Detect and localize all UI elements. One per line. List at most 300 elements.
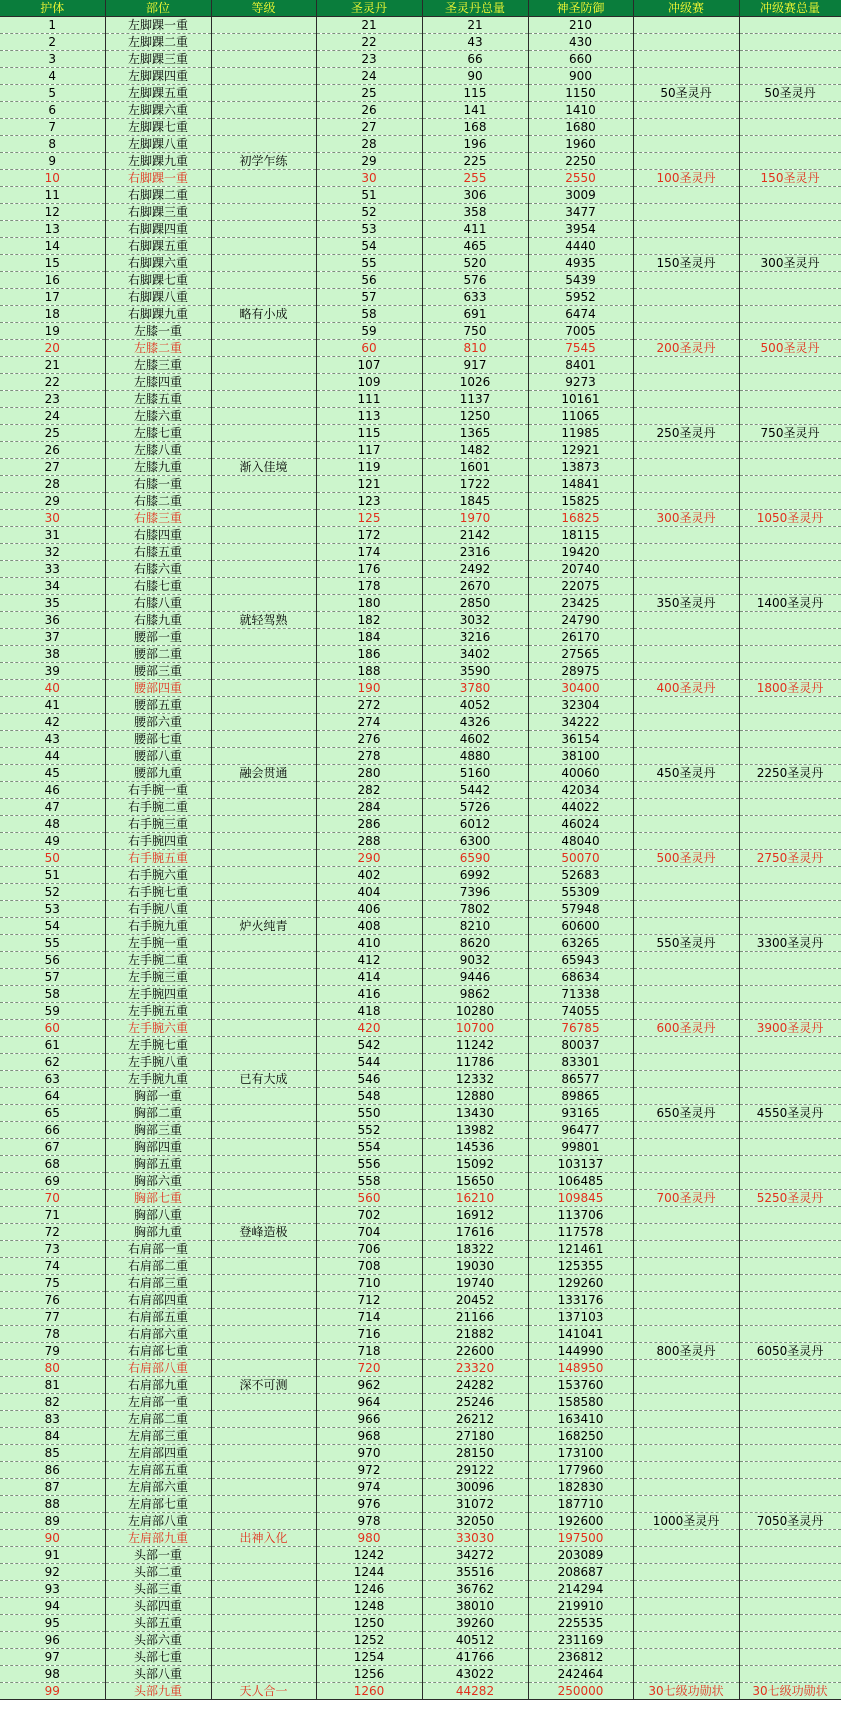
table-row	[0, 1190, 841, 1207]
cell-buwei: 右手腕三重	[105, 816, 211, 833]
cell-shenglingdan: 24	[316, 68, 422, 85]
table-row	[0, 578, 841, 595]
cell-rush-match-total	[739, 1173, 841, 1190]
cell-defense: 76785	[528, 1020, 633, 1037]
cell-rush-match-total: 150圣灵丹	[739, 170, 841, 187]
table-row	[0, 1632, 841, 1649]
cell-shenglingdan: 552	[316, 1122, 422, 1139]
cell-rush-match	[633, 187, 739, 204]
table-row	[0, 323, 841, 340]
cell-huti: 17	[0, 289, 105, 306]
cell-dengji	[211, 34, 316, 51]
cell-dengji	[211, 850, 316, 867]
cell-rush-match	[633, 1445, 739, 1462]
cell-huti: 97	[0, 1649, 105, 1666]
cell-dengji	[211, 1105, 316, 1122]
cell-defense: 103137	[528, 1156, 633, 1173]
cell-rush-match-total	[739, 306, 841, 323]
cell-shenglingdan: 560	[316, 1190, 422, 1207]
cell-dengji	[211, 1054, 316, 1071]
cell-buwei: 头部一重	[105, 1547, 211, 1564]
cell-shenglingdan: 1256	[316, 1666, 422, 1683]
cell-shenglingdan: 706	[316, 1241, 422, 1258]
header-cell-buwei: 部位	[105, 0, 211, 17]
cell-shenglingdan: 25	[316, 85, 422, 102]
cell-dengji	[211, 425, 316, 442]
cell-buwei: 右脚踝七重	[105, 272, 211, 289]
cell-shenglingdan: 718	[316, 1343, 422, 1360]
table-row	[0, 1054, 841, 1071]
cell-defense: 26170	[528, 629, 633, 646]
cell-huti: 66	[0, 1122, 105, 1139]
cell-huti: 8	[0, 136, 105, 153]
cell-defense: 106485	[528, 1173, 633, 1190]
cell-shenglingdan: 704	[316, 1224, 422, 1241]
cell-buwei: 左肩部一重	[105, 1394, 211, 1411]
cell-shenglingdan-total: 7802	[422, 901, 528, 918]
cell-buwei: 右肩部八重	[105, 1360, 211, 1377]
cell-huti: 16	[0, 272, 105, 289]
cell-rush-match-total	[739, 1258, 841, 1275]
cell-buwei: 右肩部六重	[105, 1326, 211, 1343]
cell-buwei: 左膝一重	[105, 323, 211, 340]
cell-rush-match-total	[739, 986, 841, 1003]
cell-shenglingdan-total: 34272	[422, 1547, 528, 1564]
table-row	[0, 1122, 841, 1139]
cell-huti: 7	[0, 119, 105, 136]
cell-dengji	[211, 1326, 316, 1343]
cell-dengji	[211, 935, 316, 952]
cell-dengji	[211, 204, 316, 221]
cell-rush-match-total	[739, 544, 841, 561]
cell-rush-match	[633, 272, 739, 289]
cell-shenglingdan-total: 31072	[422, 1496, 528, 1513]
cell-shenglingdan: 115	[316, 425, 422, 442]
cell-rush-match-total	[739, 918, 841, 935]
cell-buwei: 胸部九重	[105, 1224, 211, 1241]
cell-rush-match-total	[739, 1649, 841, 1666]
cell-rush-match	[633, 1598, 739, 1615]
cell-dengji	[211, 969, 316, 986]
table-row	[0, 1615, 841, 1632]
cell-dengji	[211, 1173, 316, 1190]
cell-huti: 33	[0, 561, 105, 578]
cell-rush-match: 800圣灵丹	[633, 1343, 739, 1360]
cell-buwei: 头部四重	[105, 1598, 211, 1615]
cell-dengji	[211, 1547, 316, 1564]
cell-dengji	[211, 663, 316, 680]
table-row	[0, 1275, 841, 1292]
cell-shenglingdan: 56	[316, 272, 422, 289]
cell-rush-match	[633, 34, 739, 51]
cell-rush-match: 450圣灵丹	[633, 765, 739, 782]
table-row	[0, 1156, 841, 1173]
cell-shenglingdan: 404	[316, 884, 422, 901]
cell-dengji	[211, 1462, 316, 1479]
cell-buwei: 右肩部九重	[105, 1377, 211, 1394]
cell-huti: 29	[0, 493, 105, 510]
cell-dengji	[211, 442, 316, 459]
cell-rush-match-total	[739, 1088, 841, 1105]
cell-dengji	[211, 340, 316, 357]
cell-shenglingdan: 125	[316, 510, 422, 527]
cell-buwei: 腰部八重	[105, 748, 211, 765]
cell-buwei: 腰部五重	[105, 697, 211, 714]
cell-defense: 55309	[528, 884, 633, 901]
cell-rush-match	[633, 629, 739, 646]
cell-rush-match: 1000圣灵丹	[633, 1513, 739, 1530]
cell-huti: 25	[0, 425, 105, 442]
table-row	[0, 221, 841, 238]
cell-shenglingdan-total: 917	[422, 357, 528, 374]
cell-rush-match	[633, 1258, 739, 1275]
cell-shenglingdan-total: 43022	[422, 1666, 528, 1683]
cell-rush-match	[633, 867, 739, 884]
cell-dengji	[211, 544, 316, 561]
cell-rush-match-total	[739, 119, 841, 136]
cell-rush-match: 30七级功勋状	[633, 1683, 739, 1700]
cell-dengji: 就轻驾熟	[211, 612, 316, 629]
cell-shenglingdan: 174	[316, 544, 422, 561]
header-row	[0, 0, 841, 17]
cell-dengji	[211, 17, 316, 34]
cell-shenglingdan: 30	[316, 170, 422, 187]
cell-shenglingdan-total: 3216	[422, 629, 528, 646]
cell-shenglingdan: 180	[316, 595, 422, 612]
cell-buwei: 头部七重	[105, 1649, 211, 1666]
cell-defense: 44022	[528, 799, 633, 816]
cell-shenglingdan-total: 6590	[422, 850, 528, 867]
cell-buwei: 右手腕七重	[105, 884, 211, 901]
cell-defense: 225535	[528, 1615, 633, 1632]
cell-huti: 22	[0, 374, 105, 391]
cell-rush-match-total	[739, 1054, 841, 1071]
table-row	[0, 238, 841, 255]
cell-rush-match-total	[739, 1598, 841, 1615]
table-row	[0, 1258, 841, 1275]
cell-shenglingdan-total: 7396	[422, 884, 528, 901]
cell-buwei: 右脚踝二重	[105, 187, 211, 204]
cell-huti: 26	[0, 442, 105, 459]
cell-rush-match	[633, 952, 739, 969]
cell-dengji	[211, 629, 316, 646]
cell-defense: 2550	[528, 170, 633, 187]
cell-rush-match-total	[739, 221, 841, 238]
cell-dengji	[211, 901, 316, 918]
cell-dengji	[211, 986, 316, 1003]
table-row	[0, 204, 841, 221]
cell-huti: 72	[0, 1224, 105, 1241]
cell-shenglingdan-total: 1722	[422, 476, 528, 493]
cell-rush-match	[633, 646, 739, 663]
cell-buwei: 左脚踝四重	[105, 68, 211, 85]
cell-defense: 63265	[528, 935, 633, 952]
cell-rush-match-total	[739, 799, 841, 816]
cell-shenglingdan-total: 2316	[422, 544, 528, 561]
cell-shenglingdan-total: 6300	[422, 833, 528, 850]
cell-shenglingdan-total: 35516	[422, 1564, 528, 1581]
cell-defense: 8401	[528, 357, 633, 374]
cell-buwei: 腰部六重	[105, 714, 211, 731]
cell-rush-match-total: 50圣灵丹	[739, 85, 841, 102]
cell-dengji	[211, 680, 316, 697]
cell-defense: 46024	[528, 816, 633, 833]
table-row	[0, 425, 841, 442]
cell-rush-match	[633, 323, 739, 340]
cell-rush-match	[633, 51, 739, 68]
cell-defense: 173100	[528, 1445, 633, 1462]
cell-huti: 96	[0, 1632, 105, 1649]
cell-buwei: 头部二重	[105, 1564, 211, 1581]
cell-dengji	[211, 697, 316, 714]
cell-huti: 35	[0, 595, 105, 612]
cell-shenglingdan-total: 9862	[422, 986, 528, 1003]
cell-shenglingdan: 184	[316, 629, 422, 646]
cell-dengji	[211, 1241, 316, 1258]
cell-huti: 55	[0, 935, 105, 952]
cell-dengji	[211, 1428, 316, 1445]
cell-rush-match-total	[739, 1207, 841, 1224]
cell-rush-match	[633, 1224, 739, 1241]
cell-shenglingdan: 720	[316, 1360, 422, 1377]
cell-shenglingdan-total: 43	[422, 34, 528, 51]
cell-buwei: 左脚踝七重	[105, 119, 211, 136]
cell-shenglingdan: 410	[316, 935, 422, 952]
cell-shenglingdan-total: 41766	[422, 1649, 528, 1666]
cell-buwei: 右脚踝五重	[105, 238, 211, 255]
cell-rush-match-total	[739, 187, 841, 204]
cell-buwei: 右肩部二重	[105, 1258, 211, 1275]
cell-rush-match	[633, 1564, 739, 1581]
cell-huti: 88	[0, 1496, 105, 1513]
cell-buwei: 胸部二重	[105, 1105, 211, 1122]
cell-rush-match-total	[739, 748, 841, 765]
table-row	[0, 816, 841, 833]
cell-rush-match: 250圣灵丹	[633, 425, 739, 442]
cell-shenglingdan: 712	[316, 1292, 422, 1309]
cell-shenglingdan-total: 9446	[422, 969, 528, 986]
cell-buwei: 左膝七重	[105, 425, 211, 442]
cell-rush-match: 350圣灵丹	[633, 595, 739, 612]
cell-rush-match-total	[739, 1326, 841, 1343]
cell-huti: 84	[0, 1428, 105, 1445]
cell-defense: 36154	[528, 731, 633, 748]
cell-buwei: 右脚踝一重	[105, 170, 211, 187]
cell-rush-match	[633, 578, 739, 595]
cell-dengji	[211, 408, 316, 425]
cell-huti: 87	[0, 1479, 105, 1496]
cell-shenglingdan-total: 12332	[422, 1071, 528, 1088]
cell-defense: 113706	[528, 1207, 633, 1224]
cell-buwei: 腰部一重	[105, 629, 211, 646]
cell-shenglingdan-total: 21882	[422, 1326, 528, 1343]
cell-huti: 67	[0, 1139, 105, 1156]
table-row	[0, 1462, 841, 1479]
cell-huti: 53	[0, 901, 105, 918]
cell-rush-match-total	[739, 1496, 841, 1513]
cell-rush-match-total	[739, 1394, 841, 1411]
cell-rush-match-total	[739, 493, 841, 510]
cell-huti: 93	[0, 1581, 105, 1598]
cell-rush-match	[633, 1071, 739, 1088]
cell-huti: 58	[0, 986, 105, 1003]
cell-huti: 10	[0, 170, 105, 187]
cell-buwei: 右脚踝九重	[105, 306, 211, 323]
cell-rush-match	[633, 1156, 739, 1173]
table-row	[0, 799, 841, 816]
cell-shenglingdan-total: 26212	[422, 1411, 528, 1428]
cell-defense: 214294	[528, 1581, 633, 1598]
table-row	[0, 1411, 841, 1428]
cell-dengji	[211, 867, 316, 884]
cell-shenglingdan: 280	[316, 765, 422, 782]
table-row	[0, 1530, 841, 1547]
cell-huti: 68	[0, 1156, 105, 1173]
cell-huti: 71	[0, 1207, 105, 1224]
cell-shenglingdan: 278	[316, 748, 422, 765]
cell-defense: 3009	[528, 187, 633, 204]
cell-huti: 83	[0, 1411, 105, 1428]
cell-shenglingdan-total: 25246	[422, 1394, 528, 1411]
cell-defense: 182830	[528, 1479, 633, 1496]
cell-buwei: 左手腕八重	[105, 1054, 211, 1071]
cell-buwei: 左脚踝六重	[105, 102, 211, 119]
cell-shenglingdan: 186	[316, 646, 422, 663]
cell-shenglingdan: 972	[316, 1462, 422, 1479]
cell-dengji	[211, 1292, 316, 1309]
cell-shenglingdan-total: 16912	[422, 1207, 528, 1224]
cell-huti: 46	[0, 782, 105, 799]
cell-dengji	[211, 1190, 316, 1207]
cell-shenglingdan: 60	[316, 340, 422, 357]
cell-rush-match	[633, 1496, 739, 1513]
cell-shenglingdan: 272	[316, 697, 422, 714]
cell-defense: 14841	[528, 476, 633, 493]
cell-huti: 45	[0, 765, 105, 782]
cell-rush-match	[633, 663, 739, 680]
cell-dengji: 出神入化	[211, 1530, 316, 1547]
cell-defense: 125355	[528, 1258, 633, 1275]
cell-huti: 82	[0, 1394, 105, 1411]
cell-rush-match-total	[739, 1632, 841, 1649]
cell-rush-match: 400圣灵丹	[633, 680, 739, 697]
cell-rush-match-total	[739, 1275, 841, 1292]
table-row	[0, 1377, 841, 1394]
cell-defense: 50070	[528, 850, 633, 867]
cell-defense: 177960	[528, 1462, 633, 1479]
cell-buwei: 右手腕六重	[105, 867, 211, 884]
cell-buwei: 左膝八重	[105, 442, 211, 459]
header-cell-huti: 护体	[0, 0, 105, 17]
cell-buwei: 右膝一重	[105, 476, 211, 493]
table-row	[0, 1360, 841, 1377]
table-row	[0, 731, 841, 748]
cell-shenglingdan: 29	[316, 153, 422, 170]
cell-defense: 148950	[528, 1360, 633, 1377]
cell-rush-match	[633, 153, 739, 170]
cell-rush-match	[633, 1428, 739, 1445]
cell-dengji	[211, 782, 316, 799]
cell-buwei: 左膝四重	[105, 374, 211, 391]
cell-shenglingdan-total: 520	[422, 255, 528, 272]
cell-huti: 21	[0, 357, 105, 374]
cell-rush-match: 300圣灵丹	[633, 510, 739, 527]
table-row	[0, 901, 841, 918]
cell-rush-match	[633, 782, 739, 799]
cell-buwei: 左脚踝五重	[105, 85, 211, 102]
cell-huti: 54	[0, 918, 105, 935]
cell-rush-match	[633, 714, 739, 731]
cell-buwei: 腰部七重	[105, 731, 211, 748]
cell-shenglingdan: 1250	[316, 1615, 422, 1632]
cell-huti: 63	[0, 1071, 105, 1088]
cell-rush-match-total	[739, 1003, 841, 1020]
cell-defense: 89865	[528, 1088, 633, 1105]
cell-defense: 52683	[528, 867, 633, 884]
cell-defense: 187710	[528, 1496, 633, 1513]
cell-shenglingdan: 406	[316, 901, 422, 918]
table-row	[0, 612, 841, 629]
cell-rush-match-total	[739, 833, 841, 850]
cell-defense: 12921	[528, 442, 633, 459]
cell-dengji	[211, 1445, 316, 1462]
cell-buwei: 腰部四重	[105, 680, 211, 697]
cell-shenglingdan: 1248	[316, 1598, 422, 1615]
table-row	[0, 1428, 841, 1445]
cell-rush-match-total	[739, 102, 841, 119]
cell-rush-match	[633, 1207, 739, 1224]
cell-buwei: 右脚踝三重	[105, 204, 211, 221]
cell-shenglingdan: 54	[316, 238, 422, 255]
cell-defense: 660	[528, 51, 633, 68]
table-row	[0, 374, 841, 391]
cell-rush-match	[633, 1088, 739, 1105]
cell-shenglingdan-total: 13982	[422, 1122, 528, 1139]
cell-shenglingdan: 1246	[316, 1581, 422, 1598]
table-row	[0, 680, 841, 697]
cell-dengji	[211, 1496, 316, 1513]
cell-buwei: 左手腕一重	[105, 935, 211, 952]
cell-shenglingdan-total: 255	[422, 170, 528, 187]
cell-buwei: 右膝五重	[105, 544, 211, 561]
cell-rush-match	[633, 1054, 739, 1071]
cell-defense: 1960	[528, 136, 633, 153]
cell-dengji	[211, 221, 316, 238]
cell-rush-match	[633, 799, 739, 816]
cell-defense: 16825	[528, 510, 633, 527]
cell-huti: 24	[0, 408, 105, 425]
cell-rush-match-total	[739, 374, 841, 391]
cell-shenglingdan-total: 1250	[422, 408, 528, 425]
cell-shenglingdan-total: 576	[422, 272, 528, 289]
cell-buwei: 左手腕二重	[105, 952, 211, 969]
cell-rush-match	[633, 1326, 739, 1343]
cell-defense: 192600	[528, 1513, 633, 1530]
cell-defense: 19420	[528, 544, 633, 561]
cell-rush-match	[633, 459, 739, 476]
cell-huti: 98	[0, 1666, 105, 1683]
cell-rush-match	[633, 697, 739, 714]
cell-rush-match	[633, 374, 739, 391]
cell-rush-match	[633, 1275, 739, 1292]
cell-defense: 11985	[528, 425, 633, 442]
cell-dengji	[211, 561, 316, 578]
cell-shenglingdan: 288	[316, 833, 422, 850]
cell-huti: 51	[0, 867, 105, 884]
cell-shenglingdan: 408	[316, 918, 422, 935]
cell-buwei: 腰部二重	[105, 646, 211, 663]
cell-buwei: 胸部四重	[105, 1139, 211, 1156]
